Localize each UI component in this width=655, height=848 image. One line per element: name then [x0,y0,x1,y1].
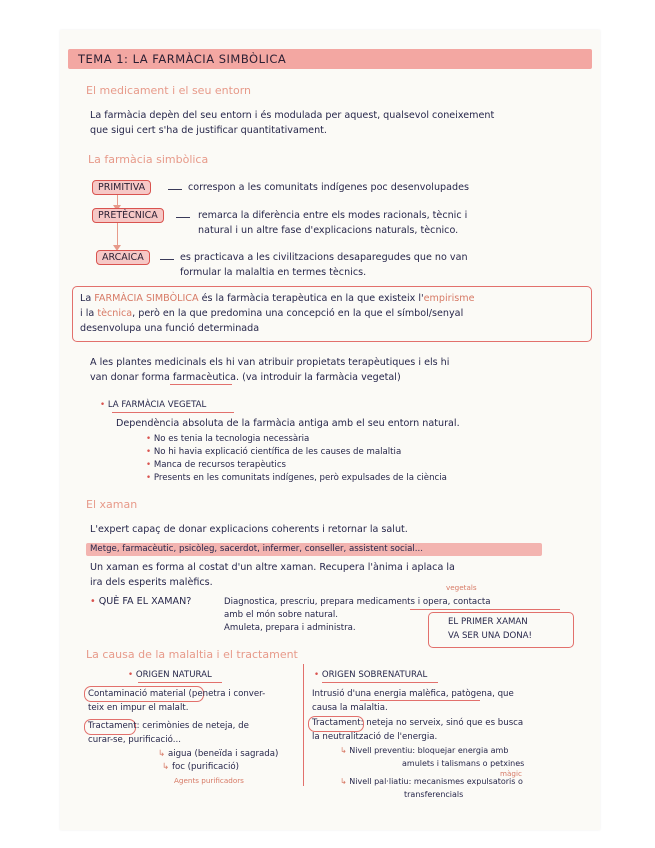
bullet-item: • Presents en les comunitats indígenes, però expulsades de la ciència [146,473,447,483]
text-primitiva: correspon a les comunitats indígenes poc desenvolupades [188,182,469,193]
text-line: transferencials [404,790,464,799]
text-line: van donar forma farmacèutica. (va introduir la farmàcia vegetal) [90,372,401,383]
underline [138,682,222,683]
annotation-magic: màgic [500,769,522,778]
underline [322,682,438,683]
underline [170,384,232,385]
text-line: A les plantes medicinals els hi van atribuir propietats terapèutiques i els hi [90,357,450,368]
text-line: ira dels esperits malèfics. [90,577,213,588]
text-line: ↳ Nivell preventiu: bloquejar energia amb [340,746,509,755]
definition-line: i la tècnica, però en la que predomina una concepció en la que el símbol/senyal [80,308,464,319]
heading-medicament: El medicament i el seu entorn [86,84,251,97]
callout-text: EL PRIMER XAMAN [448,617,528,627]
text-arcaica: formular la malaltia en termes tècnics. [180,267,367,278]
highlighted-roles: Metge, farmacèutic, psicòleg, sacerdot, infermer, conseller, assistent social... [90,544,423,554]
heading-farmacia-simbolica: La farmàcia simbòlica [88,153,209,166]
subheading-origen-sobrenatural: • ORIGEN SOBRENATURAL [314,670,428,680]
text-line: Intrusió d'una energia malèfica, patògena, que [312,689,514,699]
text-line: causa la malaltia. [312,703,388,713]
tag-primitiva: PRIMITIVA [92,180,151,195]
subheading-farmacia-vegetal: • LA FARMÀCIA VEGETAL [100,400,207,410]
question-line: • QUÈ FA EL XAMAN? [90,596,192,607]
annotation-vegetals: vegetals [446,583,477,592]
tag-pretecnica: PRETÈCNICA [92,208,164,223]
bullet-item: • Manca de recursos terapèutics [146,460,287,470]
text-arcaica: es practicava a les civilitzacions desaparegudes que no van [180,252,468,263]
text-line: ↳ foc (purificació) [162,762,239,772]
text-line: L'expert capaç de donar explicacions coherents i retornar la salut. [90,524,408,535]
text-line: que sigui cert s'ha de justificar quantitativament. [90,125,327,136]
answer-line: Amuleta, prepara i administra. [224,623,356,633]
heading-causa: La causa de la malaltia i el tractament [86,648,298,661]
page-title: TEMA 1: LA FARMÀCIA SIMBÒLICA [78,52,287,66]
answer-line: amb el món sobre natural. [224,610,339,620]
text-line: Un xaman es forma al costat d'un altre xaman. Recupera l'ànima i aplaca la [90,562,455,573]
text-pretecnica: natural i un altre fase d'explicacions naturals, tècnico. [198,225,459,236]
text-line: ↳ Nivell pal·liatiu: mecanismes expulsatoris o [340,777,523,786]
callout-text: VA SER UNA DONA! [448,631,532,641]
text-line: ↳ aigua (beneïda i sagrada) [158,749,279,759]
text-line: Tractament: neteja no serveix, sinó que es busca [312,718,524,728]
tag-arcaica: ARCAICA [96,250,150,265]
text-line: Contaminació material (penetra i conver- [88,689,266,699]
annotation-agents: Agents purificadors [174,776,244,785]
answer-line: Diagnostica, prescriu, prepara medicaments i opera, contacta [224,597,491,607]
dash [176,217,190,218]
text-line: Tractament: cerimònies de neteja, de [88,721,249,731]
dash [160,259,174,260]
column-divider [303,664,304,786]
text-line: teix en impur el malalt. [88,703,189,713]
text-line: amulets i talismans o petxines [402,759,525,768]
underline [360,700,480,701]
text-line: La farmàcia depèn del seu entorn i és modulada per aquest, qualsevol coneixement [90,110,495,121]
bullet-item: • No hi havia explicació científica de les causes de malaltia [146,447,402,457]
dash [168,189,182,190]
definition-line: desenvolupa una funció determinada [80,323,260,334]
subheading-origen-natural: • ORIGEN NATURAL [128,670,212,680]
text-line: la neutralització de l'energia. [312,732,438,742]
underline [112,412,234,413]
underline [410,609,560,610]
text-line: curar-se, purificació... [88,735,181,745]
text-line: Dependència absoluta de la farmàcia antiga amb el seu entorn natural. [116,418,460,429]
text-pretecnica: remarca la diferència entre els modes racionals, tècnic i [198,210,468,221]
heading-xaman: El xaman [86,498,138,511]
bullet-item: • No es tenia la tecnologia necessària [146,434,310,444]
definition-line: La FARMÀCIA SIMBÒLICA és la farmàcia terapèutica en la que existeix l'empirisme [80,293,475,304]
